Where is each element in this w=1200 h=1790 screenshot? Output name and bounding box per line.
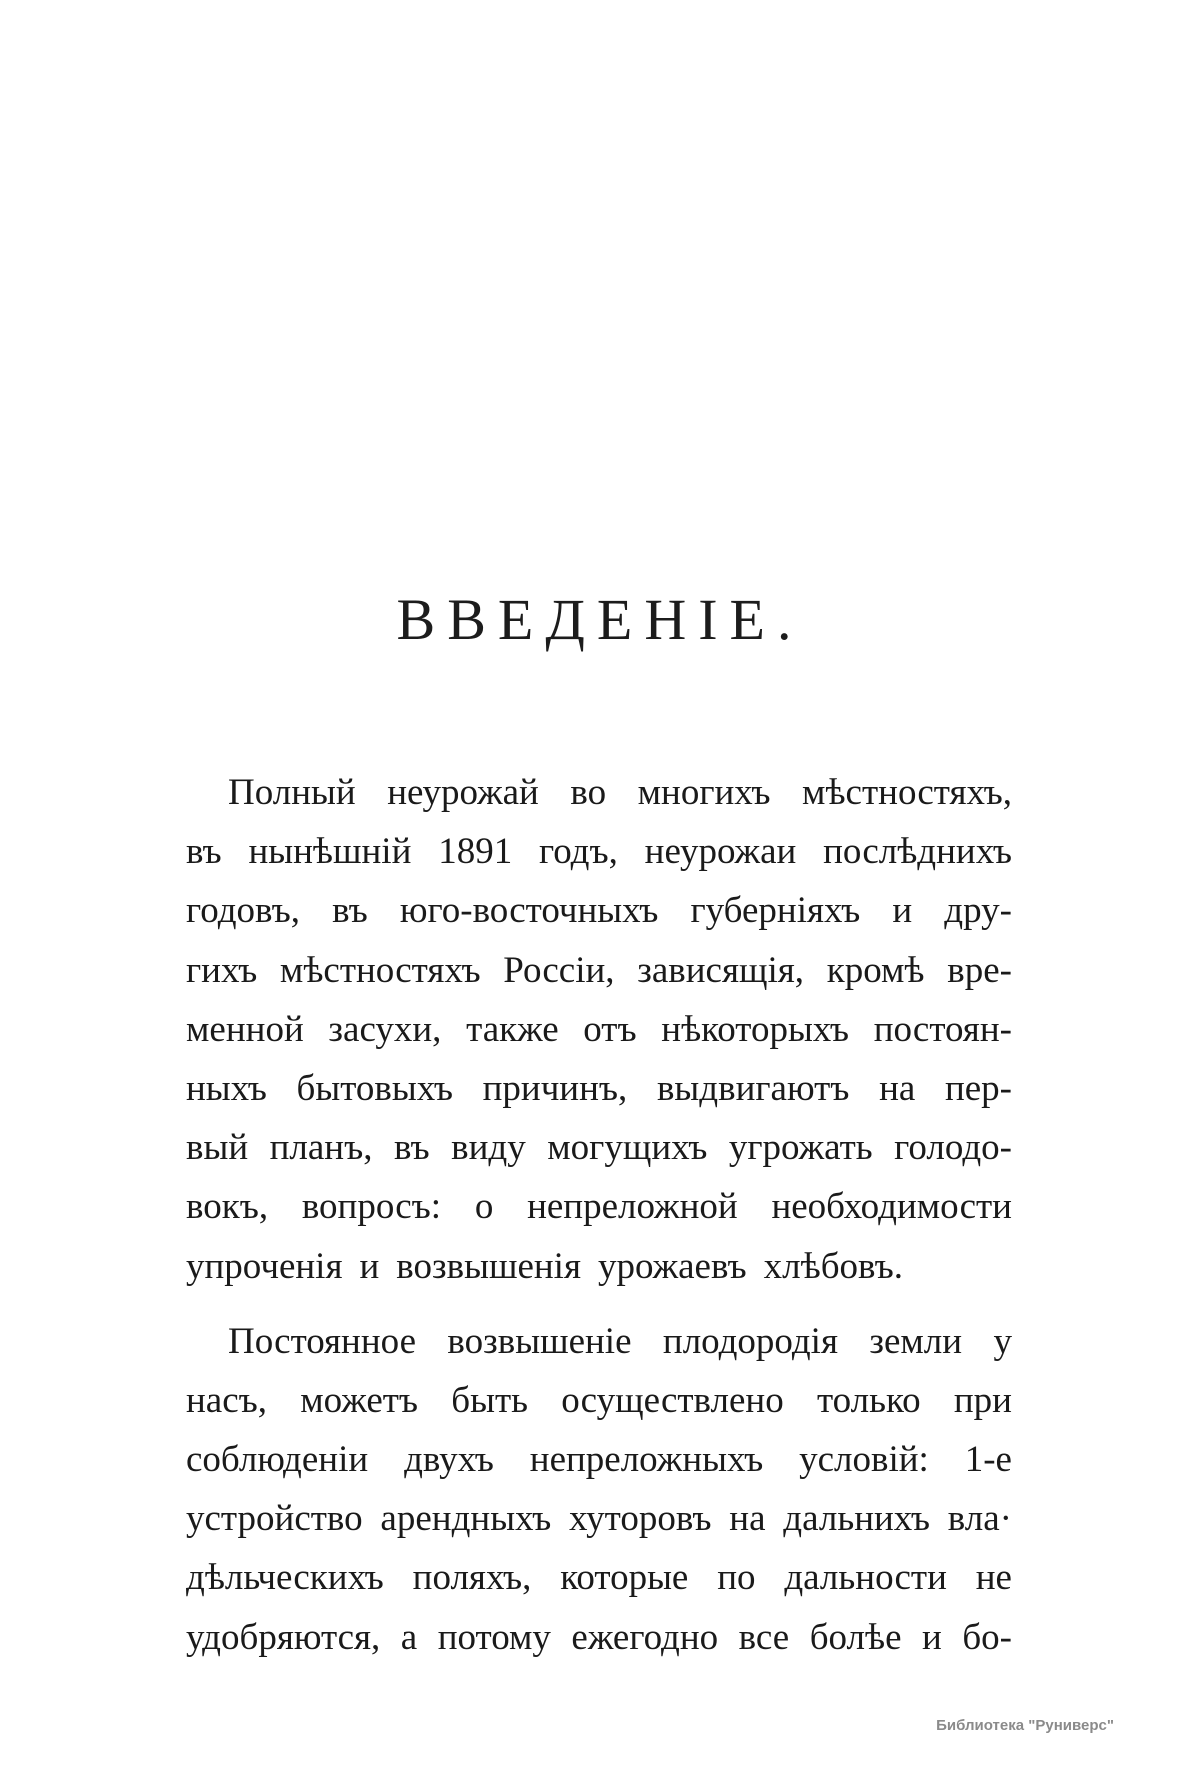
word: устройство bbox=[186, 1498, 363, 1540]
word: быть bbox=[451, 1379, 529, 1421]
text-line bbox=[186, 1177, 1012, 1236]
word: непреложныхъ bbox=[529, 1439, 764, 1481]
word: вокъ, bbox=[186, 1186, 269, 1228]
word: отъ bbox=[583, 1008, 637, 1050]
paragraph-1 bbox=[186, 763, 1012, 1296]
word: виду bbox=[451, 1127, 526, 1169]
word: неурожай bbox=[387, 772, 539, 813]
text-line bbox=[186, 1548, 1012, 1607]
word: вый bbox=[186, 1127, 249, 1169]
word: выдвигаютъ bbox=[656, 1067, 850, 1109]
word: арендныхъ bbox=[380, 1498, 552, 1540]
text-line bbox=[186, 1000, 1012, 1059]
word: на bbox=[879, 1067, 916, 1109]
word: все bbox=[738, 1616, 790, 1658]
text-line bbox=[186, 1237, 1012, 1296]
word: послѣднихъ bbox=[823, 831, 1012, 873]
library-watermark: Библиотека "Руниверс" bbox=[936, 1717, 1114, 1734]
text-line bbox=[186, 881, 1012, 940]
word: постоян- bbox=[873, 1008, 1012, 1050]
word: мѣстностяхъ bbox=[279, 949, 481, 991]
word: насъ, bbox=[186, 1379, 268, 1421]
text-line bbox=[186, 763, 1012, 822]
word: мѣстностяхъ, bbox=[802, 772, 1012, 813]
word: у bbox=[993, 1320, 1012, 1362]
word: не bbox=[975, 1557, 1012, 1599]
word: болѣе bbox=[809, 1616, 902, 1658]
word: вопросъ: bbox=[301, 1186, 442, 1228]
word: во bbox=[570, 772, 607, 813]
word: бо- bbox=[962, 1616, 1012, 1658]
word: поляхъ, bbox=[412, 1557, 532, 1599]
word: упроченiя bbox=[186, 1245, 343, 1287]
word: нынѣшнiй bbox=[248, 831, 412, 873]
word: 1891 bbox=[438, 831, 513, 873]
word: дѣльческихъ bbox=[186, 1557, 384, 1599]
word: Россiи, bbox=[503, 949, 615, 991]
word: и bbox=[922, 1616, 942, 1658]
word: дру- bbox=[944, 890, 1012, 932]
word: дальнихъ bbox=[783, 1498, 931, 1540]
word: земли bbox=[869, 1320, 963, 1362]
word: плодородiя bbox=[662, 1320, 838, 1362]
word: годовъ, bbox=[186, 890, 300, 932]
word: удобряются, bbox=[186, 1616, 381, 1658]
word: губернiяхъ bbox=[690, 890, 861, 932]
text-line bbox=[186, 1312, 1012, 1371]
word: при bbox=[953, 1379, 1012, 1421]
word: гихъ bbox=[186, 949, 258, 991]
word: по bbox=[717, 1557, 756, 1599]
word: можетъ bbox=[300, 1379, 419, 1421]
word: могущихъ bbox=[547, 1127, 708, 1169]
paragraph-2 bbox=[186, 1312, 1012, 1667]
word: урожаевъ bbox=[597, 1245, 747, 1287]
word: ныхъ bbox=[186, 1067, 267, 1109]
word: засухи, bbox=[328, 1008, 442, 1050]
word: необходимости bbox=[771, 1186, 1012, 1228]
word: возвышенiя bbox=[396, 1245, 581, 1287]
word: дальности bbox=[784, 1557, 947, 1599]
word: хлѣбовъ. bbox=[763, 1245, 903, 1287]
word: пер- bbox=[944, 1067, 1012, 1109]
word: нѣкоторыхъ bbox=[661, 1008, 850, 1050]
word: которые bbox=[560, 1557, 689, 1599]
word: Постоянное bbox=[228, 1320, 417, 1362]
word: только bbox=[816, 1379, 921, 1421]
word: вла· bbox=[947, 1498, 1012, 1540]
text-line bbox=[186, 1371, 1012, 1430]
word: неурожаи bbox=[644, 831, 797, 873]
word: и bbox=[359, 1245, 380, 1287]
word: также bbox=[466, 1008, 559, 1050]
word: зависящiя, bbox=[637, 949, 805, 991]
word: а bbox=[400, 1616, 418, 1658]
word: осуществлено bbox=[561, 1379, 784, 1421]
paragraph-gap bbox=[186, 1296, 1012, 1312]
word: на bbox=[729, 1498, 766, 1540]
text-line bbox=[186, 1118, 1012, 1177]
word: кромѣ bbox=[826, 949, 925, 991]
word: Полный bbox=[228, 772, 356, 813]
word: голодо- bbox=[894, 1127, 1012, 1169]
text-line bbox=[186, 1059, 1012, 1118]
word: юго-восточныхъ bbox=[399, 890, 659, 932]
word: угрожать bbox=[728, 1127, 873, 1169]
word: возвышенiе bbox=[447, 1320, 632, 1362]
word: 1-е bbox=[964, 1439, 1012, 1481]
text-line bbox=[186, 1430, 1012, 1489]
word: вре- bbox=[947, 949, 1012, 991]
text-line bbox=[186, 941, 1012, 1000]
word: потому bbox=[437, 1616, 551, 1658]
word: о bbox=[474, 1186, 494, 1228]
body-text bbox=[186, 763, 1012, 1667]
word: въ bbox=[332, 890, 368, 932]
word: бытовыхъ bbox=[296, 1067, 453, 1109]
word: планъ, bbox=[269, 1127, 373, 1169]
word: двухъ bbox=[404, 1439, 494, 1481]
word: годъ, bbox=[538, 831, 618, 873]
word: менной bbox=[186, 1008, 304, 1050]
word: многихъ bbox=[637, 772, 771, 813]
word: въ bbox=[393, 1127, 430, 1169]
text-line bbox=[186, 1489, 1012, 1548]
word: непреложной bbox=[527, 1186, 738, 1228]
text-line bbox=[186, 1608, 1012, 1667]
word: условiй: bbox=[799, 1439, 929, 1481]
chapter-title: ВВЕДЕНIЕ. bbox=[396, 587, 804, 652]
word: хуторовъ bbox=[569, 1498, 712, 1540]
text-line bbox=[186, 822, 1012, 881]
word: причинъ, bbox=[482, 1067, 628, 1109]
word: ежегодно bbox=[571, 1616, 719, 1658]
word: въ bbox=[186, 831, 222, 873]
word: и bbox=[892, 890, 913, 932]
word: соблюденiи bbox=[186, 1439, 369, 1481]
